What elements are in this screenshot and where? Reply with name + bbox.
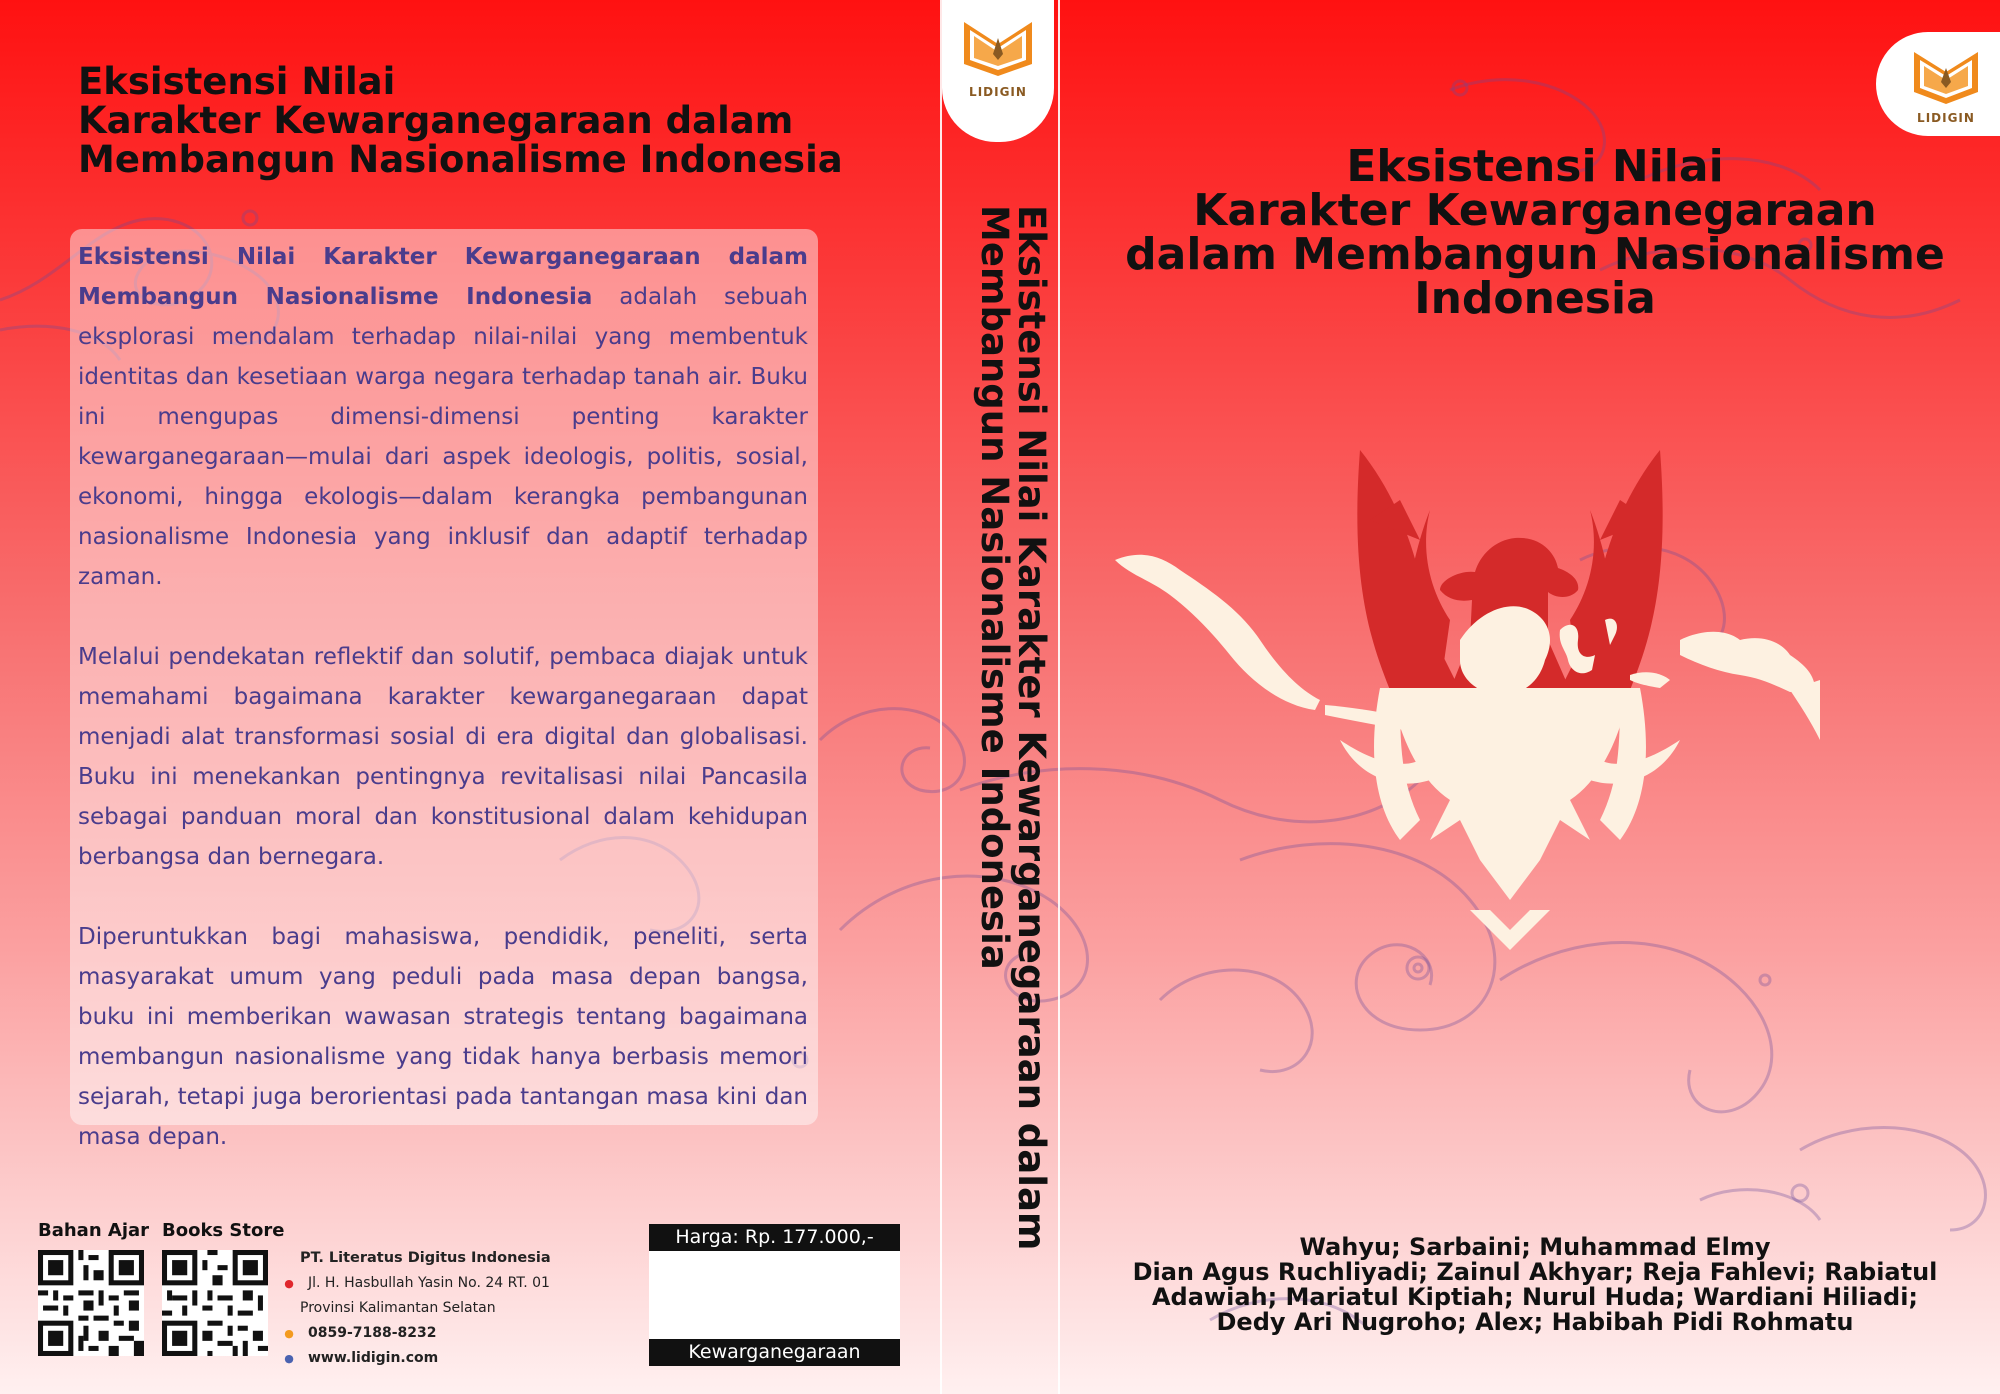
author-line: Dedy Ari Nugroho; Alex; Habibah Pidi Rohmatu [1216,1308,1854,1336]
publisher-address-row [282,1271,551,1296]
synopsis-box [70,229,818,1150]
front-title-line: Karakter Kewarganegaraan [1193,185,1877,236]
author-line: Dian Agus Ruchliyadi; Zainul Akhyar; Reja Fahlevi; Rabiatul [1132,1258,1938,1286]
qr-code-books-store[interactable] [162,1250,268,1356]
back-title-line: Karakter Kewarganegaraan dalam [78,99,794,142]
location-pin-icon: ● [284,1277,294,1290]
front-title-line: Eksistensi Nilai [1346,141,1724,192]
spine-title [973,205,1053,1251]
publisher-address-1: Jl. H. Hasbullah Yasin No. 24 RT. 01 [308,1275,550,1291]
qr-label-books-store: Books Store [162,1220,285,1241]
qr-label-bahan-ajar: Bahan Ajar [38,1220,150,1241]
garuda-map-illustration [1100,440,1920,960]
publisher-website[interactable]: www.lidigin.com [308,1350,439,1366]
spine-logo-text: LIDIGIN [969,85,1027,99]
back-title-line: Membangun Nasionalisme Indonesia [78,138,843,181]
front-logo-text: LIDIGIN [1917,111,1975,125]
synopsis-bold-title: Eksistensi Nilai Karakter Kewarganegaraan dalam Membangun Nasionalisme Indonesia [78,244,808,310]
spine-left-edge [940,0,942,1394]
publisher-website-row[interactable] [282,1346,551,1371]
back-title-line: Eksistensi Nilai [78,60,396,103]
globe-icon: ● [284,1352,294,1365]
front-logo [1876,32,2000,136]
lidigin-book-icon [1876,32,2000,136]
publisher-name: PT. Literatus Digitus Indonesia [300,1250,551,1266]
publisher-address-2: Provinsi Kalimantan Selatan [300,1300,496,1316]
synopsis-paragraph-3: Diperuntukkan bagi mahasiswa, pendidik, peneliti, serta masyarakat umum yang peduli pada masa depan bangsa, buku ini memberikan wawasan strategis tentang bagaimana membangun nasionalisme yang tidak hanya berbasis memori sejarah, tetapi juga berorientasi pada tantangan masa kini dan masa depan. [78,924,808,1150]
qr-code-bahan-ajar[interactable] [38,1250,144,1356]
category-label: Kewarganegaraan [649,1339,900,1366]
front-title-line: Indonesia [1414,273,1656,324]
lidigin-book-icon [942,0,1054,142]
back-cover-title [78,60,843,181]
synopsis-paragraph-1 [78,237,808,597]
author-line: Wahyu; Sarbaini; Muhammad Elmy [1299,1233,1771,1261]
author-line: Adawiah; Mariatul Kiptiah; Nurul Huda; Wardiani Hiliadi; [1151,1283,1919,1311]
synopsis-paragraph-2: Melalui pendekatan reflektif dan solutif, pembaca diajak untuk memahami bagaimana karakter kewarganegaraan dapat menjadi alat transformasi sosial di era digital dan globalisasi. Buku ini menekankan pentingnya revitalisasi nilai Pancasila sebagai panduan moral dan konstitusional dalam kehidupan berbangsa dan bernegara. [78,644,808,870]
price-label: Harga: Rp. 177.000,- [649,1224,900,1251]
front-title-line: dalam Membangun Nasionalisme [1125,229,1945,280]
spine-title-line: Eksistensi Nilai Karakter Kewarganegaraan dalam [1010,205,1053,1251]
publisher-phone-row [282,1321,551,1346]
publisher-info [282,1246,551,1371]
synopsis-text: adalah sebuah eksplorasi mendalam terhadap nilai-nilai yang membentuk identitas dan kesetiaan warga negara terhadap tanah air. Buku ini mengupas dimensi-dimensi penting karakter kewarganegaraan—mulai dari aspek ideologis, politis, sosial, ekonomi, hingga ekologis—dalam kerangka pembangunan nasionalisme Indonesia yang inklusif dan adaptif terhadap zaman. [78,284,808,590]
author-list [1130,1235,1940,1335]
publisher-phone: 0859-7188-8232 [308,1325,437,1341]
front-cover-title [1090,141,1980,324]
spine-title-line: Membangun Nasionalisme Indonesia [973,205,1016,970]
spine-right-edge [1058,0,1060,1394]
spine-logo [942,0,1054,142]
price-barcode-box [649,1224,900,1366]
whatsapp-icon: ● [284,1327,294,1340]
